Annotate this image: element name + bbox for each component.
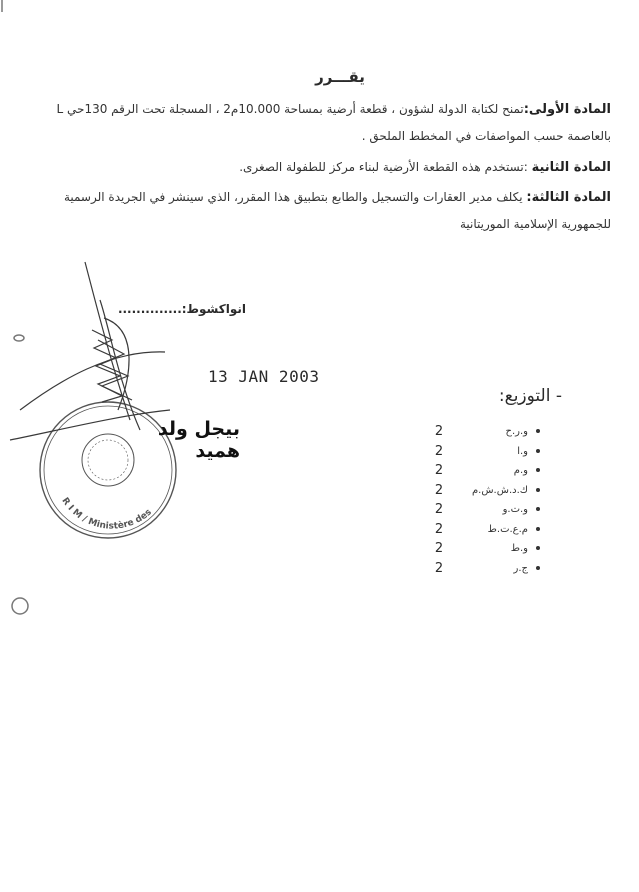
distribution-qty: 2 [434,541,444,556]
bullet-icon [536,507,540,511]
distribution-qty: 2 [434,560,444,576]
distribution-heading: - التوزيع: [498,386,562,406]
article-second-label: المادة الثانية [531,160,611,175]
date-stamp: 13 JAN 2003 [208,367,320,386]
distribution-list [420,424,550,580]
margin-mark [2,0,28,614]
distribution-item [420,444,550,464]
distribution-item [420,561,550,581]
signature-scribble [10,262,170,440]
distribution-recipient: م.ع.ت.ط [487,523,528,535]
article-second-text: :تستخدم هذه القطعة الأرضية لبناء مركز للطفولة الصغرى. [239,160,528,174]
stamp-ring-path: R I M / Ministère des [59,496,154,532]
distribution-qty: 2 [434,521,444,537]
distribution-recipient: ك.د.ش.ش.م [471,484,528,496]
bullet-icon [536,527,540,531]
bullet-icon [536,488,540,492]
article-third-text: يكلف مدير العقارات والتسجيل والطابع بتطبيق هذا المقرر، الذي سينشر في الجريدة الرسمية للجمهورية الإسلامية الموريتانية [63,190,611,231]
distribution-item [420,424,550,444]
stamp-ring-text [59,496,153,532]
decision-title: يقـــرر [315,68,365,86]
article-first-label: المادة الأولى: [523,102,611,117]
bullet-icon [536,468,540,472]
distribution-qty: 2 [434,424,444,439]
distribution-recipient: و.ا [517,445,528,457]
distribution-recipient: و.ت.و [502,504,528,515]
distribution-item [420,522,550,542]
distribution-qty: 2 [434,443,444,459]
distribution-qty: 2 [434,463,444,478]
bullet-icon [536,429,540,433]
article-third-label: المادة الثالثة: [526,190,611,205]
signatory-name: بيجل ولد هميد [157,418,240,462]
distribution-recipient: و.ط [510,543,528,554]
distribution-qty: 2 [434,482,444,498]
distribution-recipient: و.ر.ح [505,426,528,437]
bullet-icon [536,566,540,570]
place-line: انواكشوط:.............. [117,302,246,316]
distribution-recipient: ج.ر [513,562,528,574]
distribution-item [420,483,550,503]
article-first-text: تمنح لكتابة الدولة لشؤون ، قطعة أرضية بمساحة 10.000م2 ، المسجلة تحت الرقم 130حي L بالعاصمة حسب المواصفات في المخطط الملحق . [56,102,611,143]
bullet-icon [536,546,540,550]
distribution-recipient: و.م [513,465,528,476]
bullet-icon [536,449,540,453]
distribution-item [420,502,550,522]
distribution-item [420,463,550,483]
distribution-item [420,541,550,561]
distribution-qty: 2 [434,502,444,517]
